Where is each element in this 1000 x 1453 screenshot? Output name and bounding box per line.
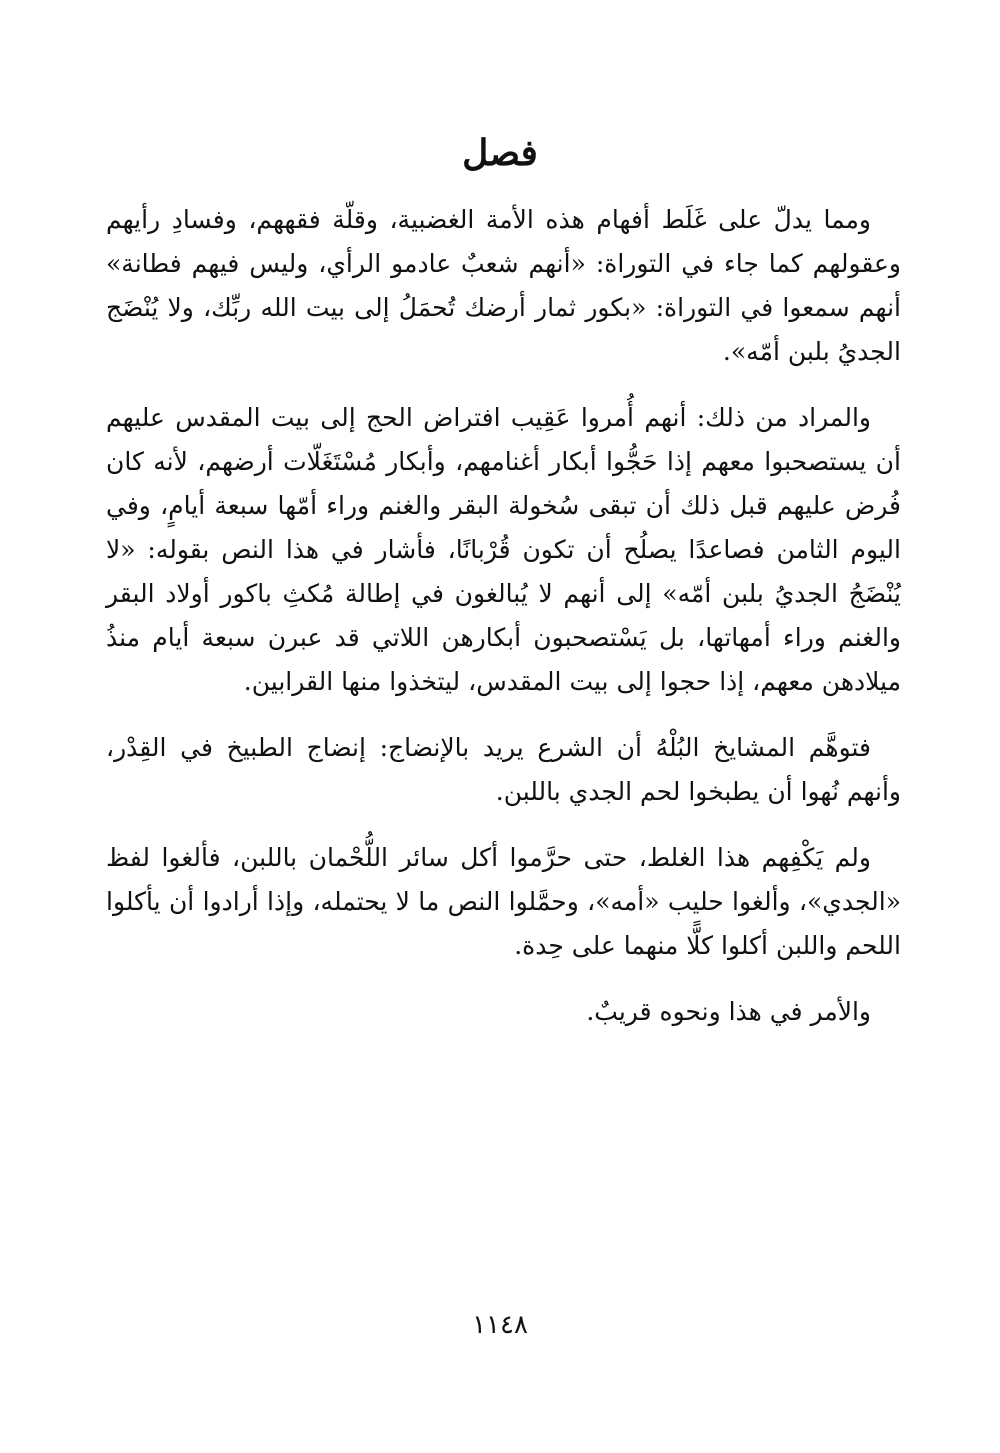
body-text	[106, 198, 901, 1056]
paragraph-5: والأمر في هذا ونحوه قريبٌ.	[586, 997, 871, 1026]
paragraph-3: فتوهَّم المشايخ البُلْهُ أن الشرع يريد بالإنضاج: إنضاج الطبيخ في القِدْر، وأنهم نُهوا أن يطبخوا لحم الجدي باللبن.	[106, 733, 901, 806]
paragraph-2: والمراد من ذلك: أنهم أُمروا عَقِيب افتراض الحج إلى بيت المقدس عليهم أن يستصحبوا معهم إذا حَجُّوا أبكار أغنامهم، وأبكار مُسْتَغَلّات أرضهم، لأنه كان فُرض عليهم قبل ذلك أن تبقى سُخولة البقر والغنم وراء أمّها سبعة أيامٍ، وفي اليوم الثامن فصاعدًا يصلُح أن تكون قُرْبانًا، فأشار في هذا النص بقوله: «لا يُنْضَجُ الجديُ بلبن أمّه» إلى أنهم لا يُبالغون في إطالة مُكثِ باكور أولاد البقر والغنم وراء أمهاتها، بل يَسْتصحبون أبكارهن اللاتي قد عبرن سبعة أيام منذُ ميلادهن معهم، إذا حجوا إلى بيت المقدس، ليتخذوا منها القرابين.	[106, 403, 901, 696]
section-heading: فصل	[462, 132, 538, 174]
paragraph-4: ولم يَكْفِهم هذا الغلط، حتى حرَّموا أكل سائر اللُّحْمان باللبن، فألغوا لفظ «الجدي»، وألغوا حليب «أمه»، وحمَّلوا النص ما لا يحتمله، وإذا أرادوا أن يأكلوا اللحم واللبن أكلوا كلًّا منهما على حِدة.	[106, 843, 901, 960]
page-number: ١١٤٨	[472, 1310, 528, 1340]
paragraph-1: ومما يدلّ على غَلَط أفهام هذه الأمة الغضبية، وقلّة فقههم، وفسادِ رأيهم وعقولهم كما جاء في التوراة: «أنهم شعبٌ عادمو الرأي، وليس فيهم فطانة» أنهم سمعوا في التوراة: «بكور ثمار أرضك تُحمَلُ إلى بيت الله ربِّك، ولا يُنْضَج الجديُ بلبن أمّه».	[106, 205, 901, 366]
